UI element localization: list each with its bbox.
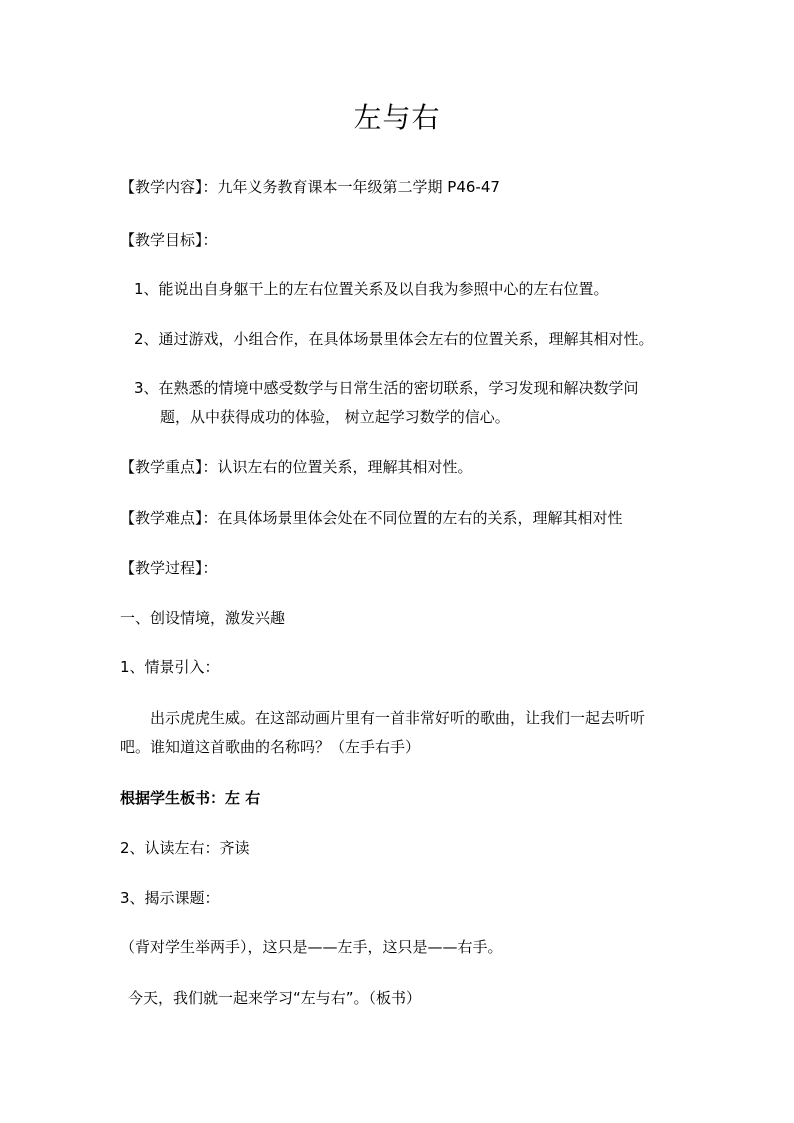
teaching-goals-heading: 【教学目标】： [120, 231, 218, 249]
lesson-intro-line: 今天，我们就一起来学习“左与右”。（板书） [128, 989, 422, 1007]
goal-3-text-line-2: 题，从中获得成功的体验， 树立起学习数学的信心。 [160, 408, 510, 426]
scenario-paragraph-line-2: 吧。谁知道这首歌曲的名称吗？（左手右手） [120, 738, 421, 756]
goal-1-text: 1、能说出自身躯干上的左右位置关系及以自我为参照中心的左右位置。 [134, 280, 609, 298]
board-note-line: 根据学生板书：左 右 [120, 789, 261, 807]
teaching-difficulty-line: 【教学难点】：在具体场景里体会处在不同位置的左右的关系，理解其相对性 [120, 509, 623, 527]
goal-2-text: 2、通过游戏，小组合作，在具体场景里体会左右的位置关系，理解其相对性。 [134, 330, 654, 348]
section-heading: 一、创设情境，激发兴趣 [120, 609, 286, 627]
step-3-heading: 3、揭示课题： [120, 889, 220, 907]
teaching-content-line: 【教学内容】：九年义务教育课本一年级第二学期 P46-47 [120, 178, 500, 196]
step-1-heading: 1、情景引入： [120, 658, 220, 676]
teaching-process-heading: 【教学过程】： [120, 559, 218, 577]
goal-3-text-line-1: 3、在熟悉的情境中感受数学与日常生活的密切联系，学习发现和解决数学问 [134, 379, 639, 397]
scenario-paragraph-line-1: 出示虎虎生威。在这部动画片里有一首非常好听的歌曲，让我们一起去听听 [150, 709, 646, 727]
hands-demonstration-line: （背对学生举两手），这只是——左手，这只是——右手。 [120, 938, 503, 956]
teaching-key-point-line: 【教学重点】：认识左右的位置关系，理解其相对性。 [120, 458, 473, 476]
document-title: 左与右 [353, 101, 441, 134]
step-2-line: 2、认读左右：齐读 [120, 839, 250, 857]
